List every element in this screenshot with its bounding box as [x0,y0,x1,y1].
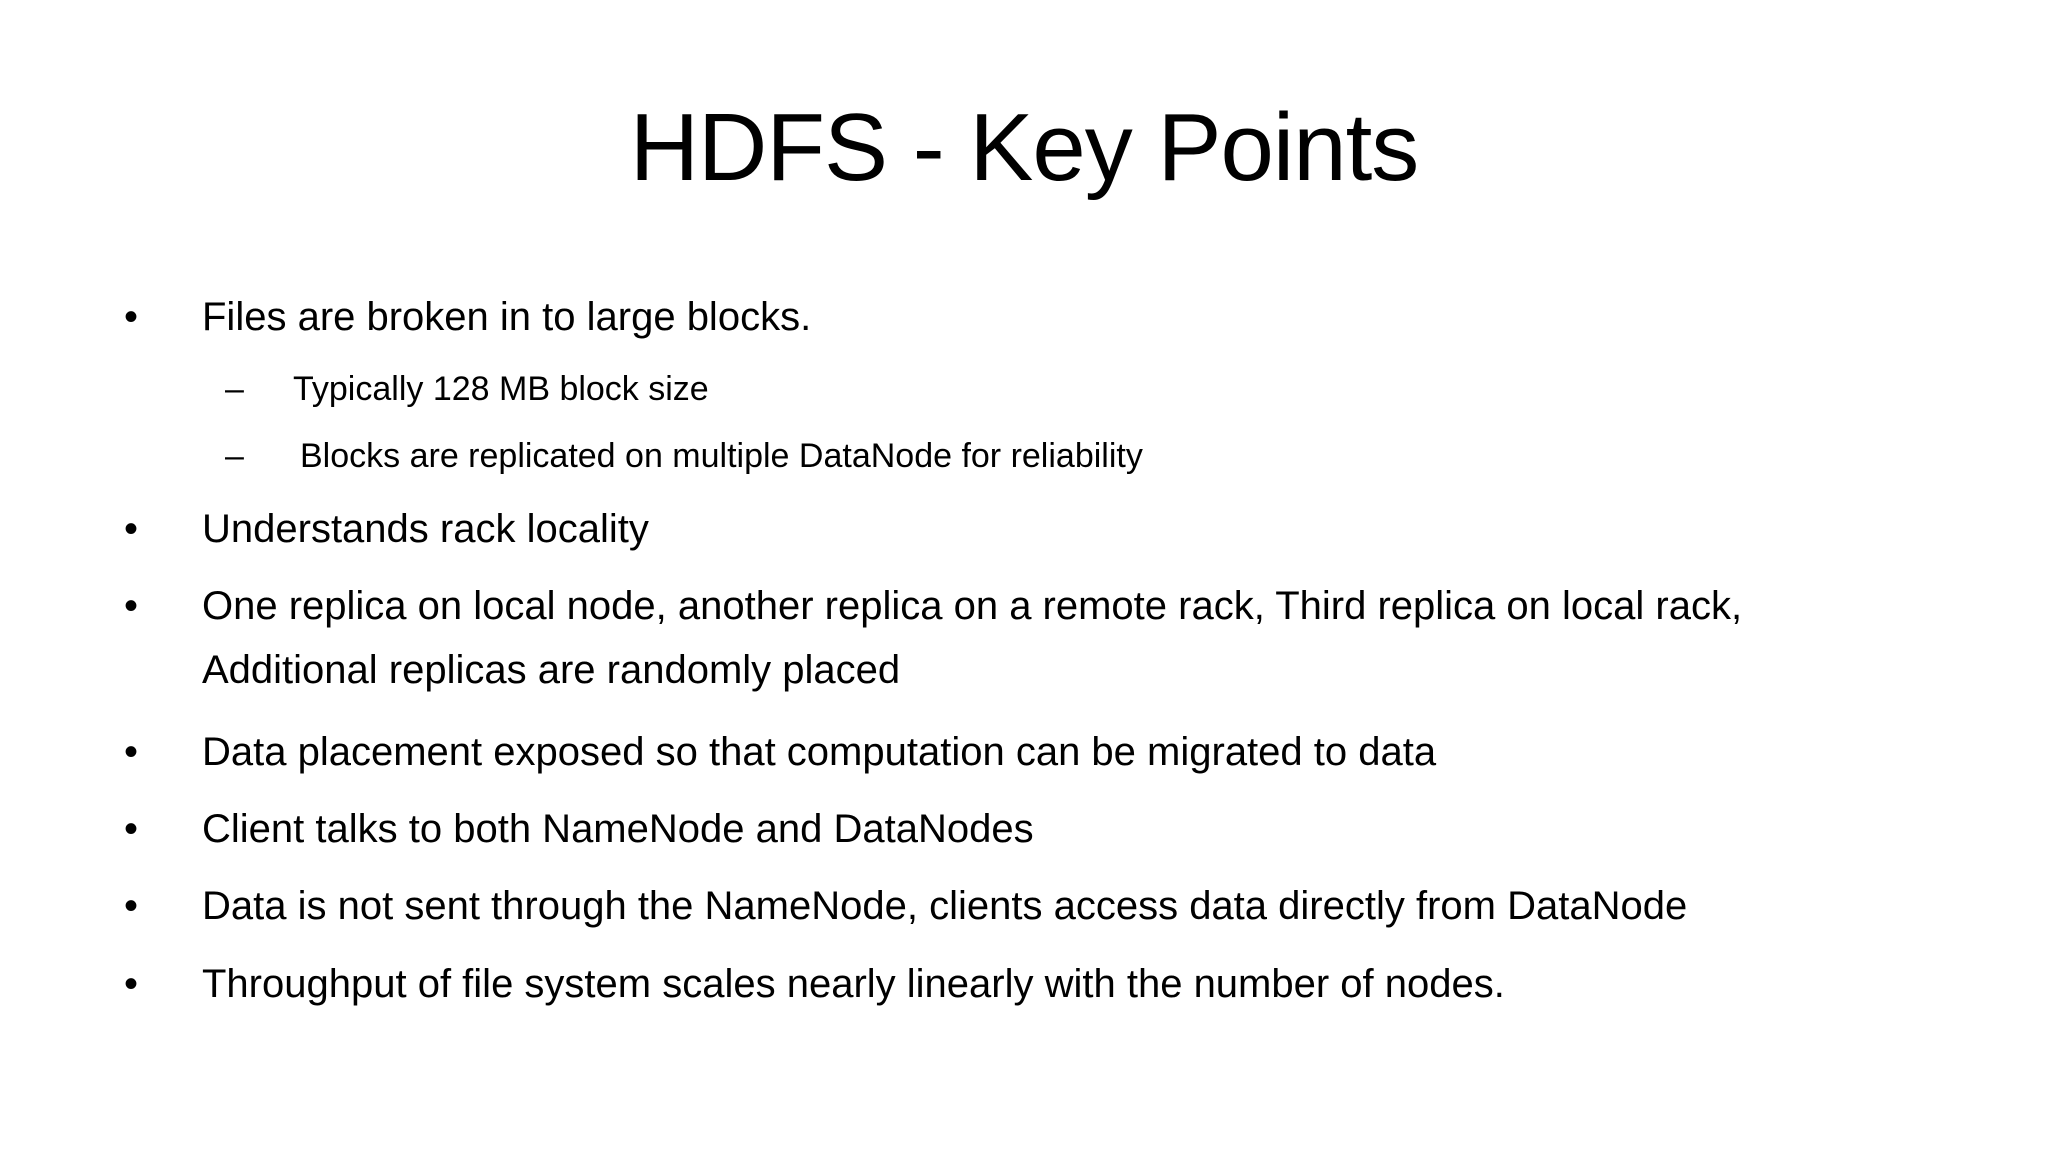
bullet-icon: • [124,884,139,928]
sub-bullet-text: Typically 128 MB block size [293,370,709,408]
bullet-icon: • [124,584,139,628]
dash-icon: – [225,370,244,408]
bullet-icon: • [124,730,139,774]
bullet-text: Data is not sent through the NameNode, clients access data directly from DataNode [202,884,1688,928]
bullet-text: Files are broken in to large blocks. [202,295,812,339]
bullet-icon: • [124,507,139,551]
slide-title: HDFS - Key Points [629,94,1419,201]
bullet-text: Client talks to both NameNode and DataNodes [202,807,1034,851]
bullet-icon: • [124,295,139,339]
bullet-icon: • [124,807,139,851]
bullet-text: Understands rack locality [202,507,649,551]
sub-bullet-text: Blocks are replicated on multiple DataNode for reliability [300,437,1143,475]
bullet-text: Data placement exposed so that computation can be migrated to data [202,730,1437,774]
bullet-text: Throughput of file system scales nearly linearly with the number of nodes. [202,962,1505,1006]
dash-icon: – [225,437,244,475]
bullet-text: One replica on local node, another replica on a remote rack, Third replica on local rack, Additional replicas are randomly placed [202,584,1743,692]
bullet-icon: • [124,962,139,1006]
